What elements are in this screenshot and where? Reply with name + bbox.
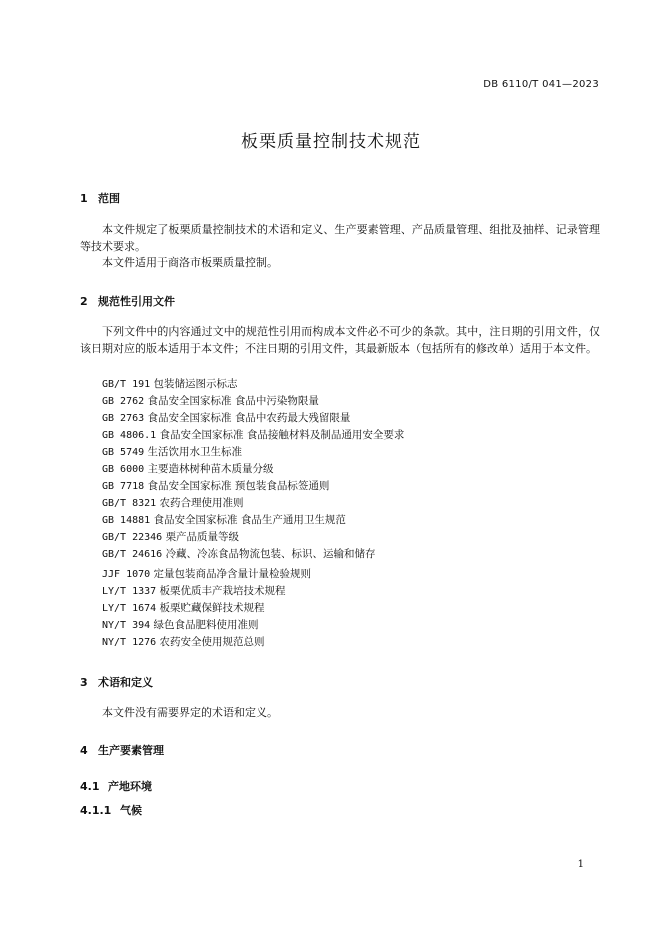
section-title: 范围 bbox=[98, 192, 120, 205]
section-number: 3 bbox=[80, 676, 88, 689]
reference-item: JJF 1070 定量包装商品净含量计量检验规则 bbox=[102, 568, 312, 580]
reference-item: NY/T 394 绿色食品肥料使用准则 bbox=[102, 619, 259, 631]
section-title: 产地环境 bbox=[108, 780, 152, 793]
reference-item: GB 2763 食品安全国家标准 食品中农药最大残留限量 bbox=[102, 412, 351, 424]
section-title: 术语和定义 bbox=[98, 676, 153, 689]
section-4-1-heading bbox=[80, 778, 152, 794]
section-number: 4.1.1 bbox=[80, 804, 112, 817]
section-title: 生产要素管理 bbox=[98, 744, 164, 757]
paragraph-scope: 本文件规定了板栗质量控制技术的术语和定义、生产要素管理、产品质量管理、组批及抽样、记录管理等技术要求。 bbox=[80, 223, 600, 253]
reference-item: GB 4806.1 食品安全国家标准 食品接触材料及制品通用安全要求 bbox=[102, 429, 405, 441]
reference-item: GB 5749 生活饮用水卫生标准 bbox=[102, 446, 242, 458]
section-number: 4 bbox=[80, 744, 88, 757]
section-1-heading bbox=[80, 190, 120, 206]
reference-item: GB 6000 主要造林树种苗木质量分级 bbox=[102, 463, 274, 475]
section-title: 气候 bbox=[120, 804, 142, 817]
section-2-heading bbox=[80, 293, 175, 309]
reference-item: GB 2762 食品安全国家标准 食品中污染物限量 bbox=[102, 395, 319, 407]
reference-item: GB 14881 食品安全国家标准 食品生产通用卫生规范 bbox=[102, 514, 346, 526]
paragraph-terms: 本文件没有需要界定的术语和定义。 bbox=[102, 706, 278, 719]
paragraph-normative-references: 下列文件中的内容通过文中的规范性引用而构成本文件必不可少的条款。其中，注日期的引用文件，仅该日期对应的版本适用于本文件；不注日期的引用文件，其最新版本（包括所有的修改单）适用于本文件。 bbox=[80, 325, 600, 355]
reference-item: GB/T 8321 农药合理使用准则 bbox=[102, 497, 244, 509]
reference-item: GB/T 22346 栗产品质量等级 bbox=[102, 531, 240, 543]
section-3-heading bbox=[80, 674, 153, 690]
document-title: 板栗质量控制技术规范 bbox=[241, 132, 421, 152]
document-code: DB 6110/T 041—2023 bbox=[483, 79, 599, 90]
section-4-heading bbox=[80, 742, 164, 758]
section-number: 1 bbox=[80, 192, 88, 205]
paragraph-applicability: 本文件适用于商洛市板栗质量控制。 bbox=[102, 256, 278, 269]
reference-item: NY/T 1276 农药安全使用规范总则 bbox=[102, 636, 265, 648]
reference-item: LY/T 1674 板栗贮藏保鲜技术规程 bbox=[102, 602, 265, 614]
section-title: 规范性引用文件 bbox=[98, 295, 175, 308]
reference-item: GB/T 24616 冷藏、冷冻食品物流包装、标识、运输和储存 bbox=[102, 548, 376, 560]
section-number: 2 bbox=[80, 295, 88, 308]
reference-item: LY/T 1337 板栗优质丰产栽培技术规程 bbox=[102, 585, 286, 597]
section-4-1-1-heading bbox=[80, 802, 142, 818]
reference-item: GB 7718 食品安全国家标准 预包装食品标签通则 bbox=[102, 480, 330, 492]
reference-item: GB/T 191 包装储运图示标志 bbox=[102, 378, 238, 390]
section-number: 4.1 bbox=[80, 780, 100, 793]
page-number: 1 bbox=[577, 859, 584, 870]
